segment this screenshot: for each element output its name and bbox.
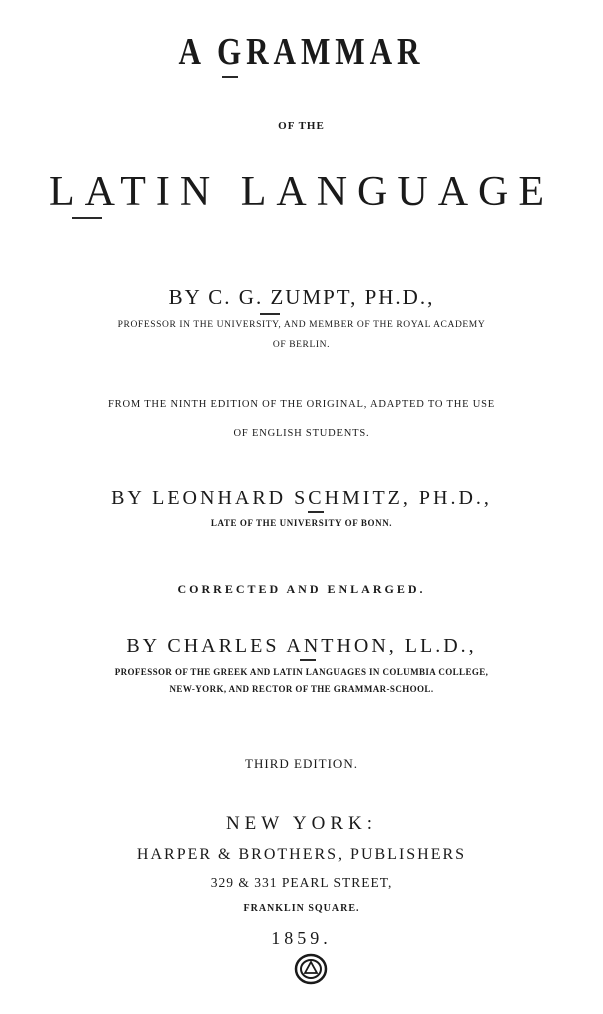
underline-mark: [72, 217, 102, 219]
author-description-cont: OF BERLIN.: [272, 340, 331, 350]
underline-mark: [222, 76, 238, 78]
editor-byline: BY CHARLES ANTHON, LL.D.,: [126, 635, 477, 657]
edition-note: FROM THE NINTH EDITION OF THE ORIGINAL, ADAPTED TO THE USE: [108, 399, 495, 410]
edition-label: THIRD EDITION.: [245, 756, 358, 771]
imprint-address: 329 & 331 PEARL STREET,: [210, 875, 393, 890]
publisher-emblem-icon: [293, 952, 329, 986]
edition-note-cont: OF ENGLISH STUDENTS.: [233, 428, 370, 439]
translator-byline: BY LEONHARD SCHMITZ, PH.D.,: [111, 487, 492, 509]
imprint-publisher: HARPER & BROTHERS, PUBLISHERS: [136, 846, 467, 863]
imprint-city: NEW YORK:: [225, 813, 378, 834]
corrected-note: CORRECTED AND ENLARGED.: [177, 582, 426, 596]
author-byline: BY C. G. ZUMPT, PH.D.,: [168, 285, 435, 309]
author-description: PROFESSOR IN THE UNIVERSITY, AND MEMBER OF THE ROYAL ACADEMY: [117, 320, 486, 330]
underline-mark: [300, 659, 316, 661]
title-line-grammar: A GRAMMAR: [178, 31, 425, 73]
translator-description: LATE OF THE UNIVERSITY OF BONN.: [210, 518, 393, 528]
title-line-of-the: OF THE: [278, 120, 325, 132]
underline-mark: [260, 313, 280, 315]
title-line-latin-language: LATIN LANGUAGE: [48, 169, 555, 215]
editor-description-cont: NEW-YORK, AND RECTOR OF THE GRAMMAR-SCHOOL.: [169, 684, 434, 694]
imprint-year: 1859.: [271, 928, 332, 948]
underline-mark: [308, 511, 324, 513]
editor-description: PROFESSOR OF THE GREEK AND LATIN LANGUAGES IN COLUMBIA COLLEGE,: [114, 667, 489, 677]
imprint-square: FRANKLIN SQUARE.: [243, 903, 360, 914]
